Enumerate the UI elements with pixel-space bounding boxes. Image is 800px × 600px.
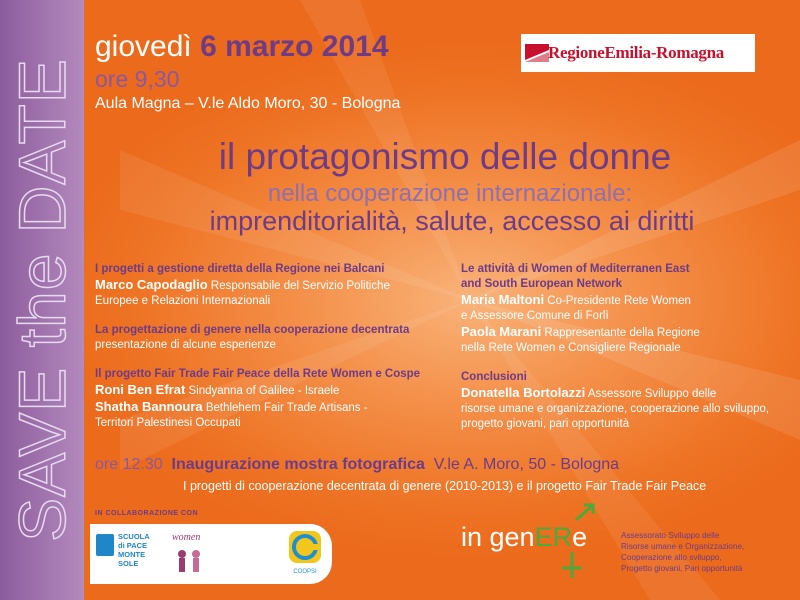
- coopsi-logo: COOPSI: [288, 530, 324, 578]
- exhibit-subtitle: I progetti di cooperazione decentrata di genere (2010-2013) e il progetto Fair Trade Fair Peace: [183, 479, 707, 493]
- subtitle-topics: imprenditorialità, salute, accesso ai diritti: [209, 206, 695, 236]
- event-date: [95, 30, 389, 64]
- assessorato-text: Assessorato Sviluppo delle Risorse umane e Organizzazione, Cooperazione allo sviluppo, Progetto giovani, Pari opportunità: [621, 531, 745, 573]
- speaker-role-cont: e Assessore Comune di Forlì: [461, 310, 609, 322]
- event-day: giovedì: [95, 30, 192, 63]
- speaker-role: Bethlehem Fair Trade Artisans -: [205, 402, 368, 414]
- speaker-name: Shatha Bannoura: [95, 399, 203, 414]
- exhibit-line: [95, 456, 619, 474]
- program-item: [95, 323, 440, 353]
- event-day-date: 6 marzo 2014: [200, 30, 389, 63]
- speaker-name: Donatella Bortolazzi: [461, 385, 586, 400]
- women-network-logo: women: [172, 532, 282, 578]
- exhibit-title: Inaugurazione mostra fotografica: [171, 456, 425, 473]
- event-place: Aula Magna – V.le Aldo Moro, 30 - Bologna: [95, 95, 401, 112]
- in-genere-logo: in genERe: [461, 522, 588, 552]
- women-figures-icon: [174, 548, 208, 574]
- save-the-date-text: SAVE the DATE: [5, 58, 79, 542]
- speaker-name: Roni Ben Efrat: [95, 382, 186, 397]
- speaker-role: Rappresentante della Regione: [544, 327, 700, 339]
- gender-symbols-icon: [554, 502, 610, 588]
- speaker-role-cont: risorse umane e organizzazione, cooperazione allo sviluppo,: [461, 403, 770, 415]
- speaker-role: Sindyanna of Galilee - Israele: [188, 385, 340, 397]
- region-logo-text: RegioneEmilia-Romagna: [548, 43, 724, 62]
- speaker-name: Marco Capodaglio: [95, 277, 208, 292]
- side-band: [0, 0, 84, 600]
- program-left-column: [95, 262, 440, 431]
- speaker-role: Assessore Sviluppo delle: [587, 388, 717, 400]
- speaker-name: Paola Marani: [461, 324, 542, 339]
- speaker-role-cont: Territori Palestinesi Occupati: [95, 417, 241, 429]
- program-item: [461, 262, 781, 356]
- section-title-cont: and South European Network: [461, 278, 623, 290]
- section-title: Il progetto Fair Trade Fair Peace della Rete Women e Cospe: [95, 368, 421, 380]
- exhibit-place: V.le A. Moro, 50 - Bologna: [433, 456, 620, 473]
- section-title: Conclusioni: [461, 371, 527, 383]
- collab-label: IN COLLABORAZIONE CON: [95, 510, 199, 517]
- speaker-role-cont: nella Rete Women e Consigliere Regionale: [461, 342, 681, 354]
- program-right-column: [461, 262, 781, 432]
- section-title: I progetti a gestione diretta della Regione nei Balcani: [95, 263, 385, 275]
- partner-logos: [90, 524, 332, 584]
- speaker-role: Co-Presidente Rete Women: [547, 295, 691, 307]
- program-item: [95, 367, 440, 431]
- program-item: [95, 262, 440, 309]
- main-title: il protagonismo delle donne: [218, 136, 672, 177]
- dove-icon: [96, 534, 114, 556]
- speaker-role-cont: Europee e Relazioni Internazionali: [95, 295, 271, 307]
- speaker-role-cont: progetto giovani, pari opportunità: [461, 418, 630, 430]
- exhibit-time: ore 12.30: [95, 456, 163, 473]
- subtitle-line: nella cooperazione internazionale:: [267, 180, 633, 207]
- coopsi-c-icon: [288, 530, 322, 564]
- program-item: [461, 370, 781, 432]
- speaker-name: Maria Maltoni: [461, 292, 545, 307]
- section-title: La progettazione di genere nella cooperazione decentrata: [95, 324, 410, 336]
- section-title: Le attività di Women of Mediterranen East: [461, 263, 690, 275]
- event-time: ore 9,30: [95, 66, 180, 92]
- speaker-role: Responsabile del Servizio Politiche: [210, 280, 390, 292]
- section-note: presentazione di alcune esperienze: [95, 339, 276, 351]
- scuola-pace-logo: SCUOLA di PACE MONTE SOLE: [96, 530, 158, 578]
